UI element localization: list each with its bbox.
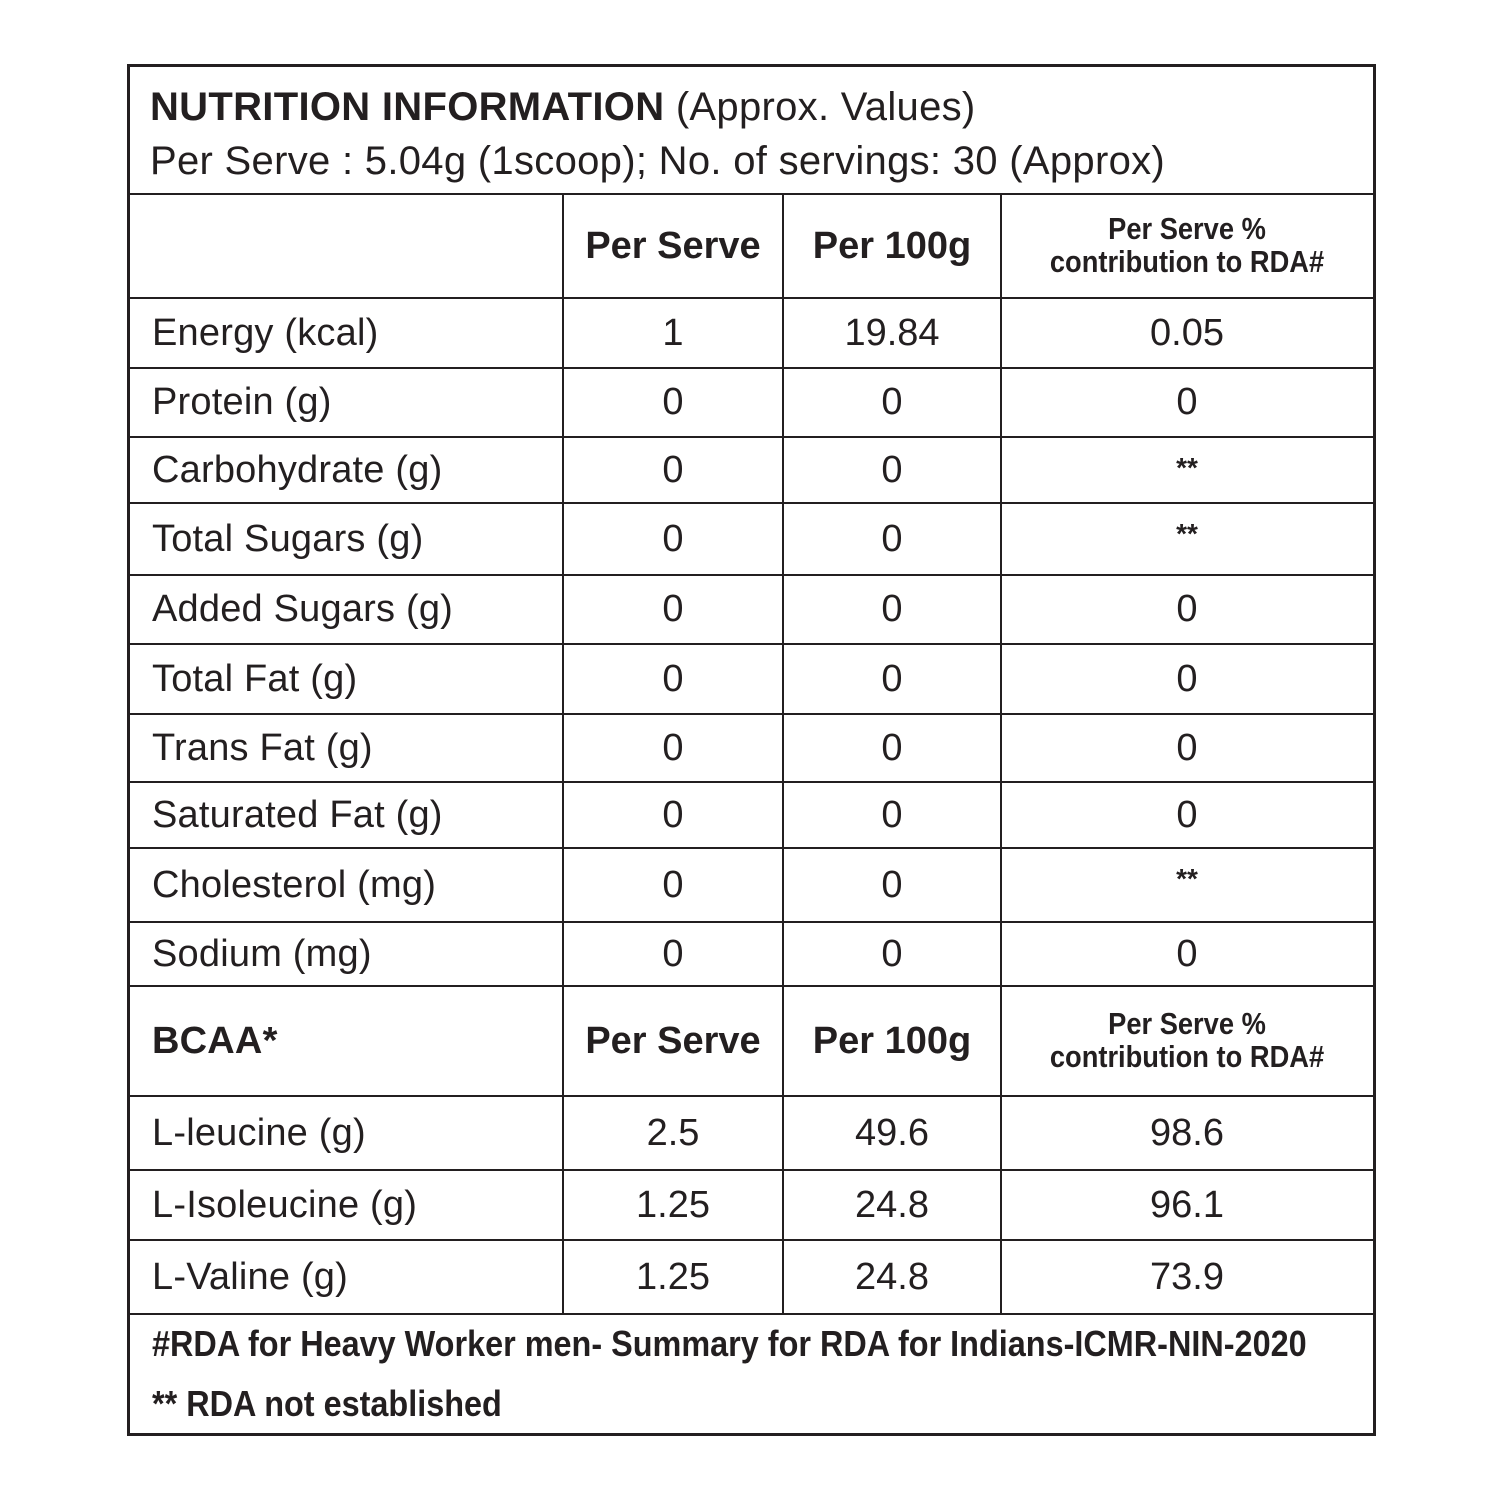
bcaa-per-serve: 1.25 (636, 1183, 710, 1226)
bcaa-name: L-Valine (g) (152, 1255, 348, 1298)
bcaa-name: L-Isoleucine (g) (152, 1183, 418, 1226)
nutrient-rda: 0 (1176, 932, 1198, 975)
nutrient-per-serve: 0 (662, 932, 684, 975)
nutrient-per-100g: 0 (881, 657, 903, 700)
serving-info: Per Serve : 5.04g (1scoop); No. of servings: 30 (Approx) (150, 139, 1166, 183)
nutrient-name: Total Sugars (g) (152, 517, 424, 560)
nutrient-rda: 0 (1176, 726, 1198, 769)
bcaa-heading: BCAA* (152, 1019, 278, 1062)
col-header-rda (1023, 195, 1350, 297)
bcaa-col-rda (1023, 987, 1350, 1095)
nutrient-per-100g: 0 (881, 517, 903, 560)
bcaa-per-100g: 49.6 (855, 1111, 929, 1154)
footnote-not-established: ** RDA not established (152, 1383, 502, 1424)
nutrient-per-100g: 0 (881, 381, 903, 423)
nutrient-per-serve: 0 (662, 517, 684, 560)
nutrient-per-serve: 0 (662, 588, 684, 630)
nutrient-name: Carbohydrate (g) (152, 448, 443, 491)
col-header-rda-line1: Per Serve % (1108, 211, 1266, 247)
nutrient-rda: ** (1176, 863, 1198, 894)
nutrient-rda: ** (1176, 518, 1198, 549)
nutrient-per-100g: 19.84 (844, 311, 940, 354)
bcaa-per-serve: 2.5 (646, 1111, 700, 1154)
bcaa-col-per-serve: Per Serve (585, 1019, 761, 1062)
nutrient-name: Energy (kcal) (152, 311, 379, 354)
nutrient-per-serve: 0 (662, 657, 684, 700)
col-header-rda-line2: contribution to RDA# (1049, 244, 1325, 279)
title-main: NUTRITION INFORMATION (150, 85, 665, 129)
nutrient-per-100g: 0 (881, 932, 903, 975)
nutrient-name: Trans Fat (g) (152, 726, 373, 769)
rule-above-footnotes (130, 1313, 1373, 1315)
nutrient-per-100g: 0 (881, 448, 903, 491)
nutrient-per-100g: 0 (881, 588, 903, 630)
col-header-per-serve: Per Serve (585, 224, 761, 267)
bcaa-col-per-100g: Per 100g (812, 1019, 972, 1062)
nutrient-per-serve: 0 (662, 793, 684, 836)
nutrient-per-100g: 0 (881, 793, 903, 836)
nutrient-per-serve: 1 (662, 311, 684, 354)
bcaa-per-serve: 1.25 (636, 1255, 710, 1298)
nutrient-name: Cholesterol (mg) (152, 863, 437, 906)
nutrition-label (127, 64, 1376, 1436)
nutrient-rda: 0 (1176, 793, 1198, 836)
col-header-per-100g: Per 100g (812, 224, 972, 267)
nutrient-rda: 0 (1176, 588, 1198, 630)
nutrient-per-100g: 0 (881, 726, 903, 769)
title-qualifier: (Approx. Values) (675, 85, 976, 129)
nutrient-name: Protein (g) (152, 381, 332, 423)
nutrient-per-serve: 0 (662, 863, 684, 906)
bcaa-rda: 96.1 (1150, 1183, 1224, 1226)
nutrient-name: Added Sugars (g) (152, 588, 454, 630)
nutrient-name: Total Fat (g) (152, 657, 358, 700)
nutrient-rda: 0.05 (1150, 311, 1224, 354)
nutrient-per-serve: 0 (662, 448, 684, 491)
bcaa-per-100g: 24.8 (855, 1255, 929, 1298)
nutrient-name: Sodium (mg) (152, 932, 372, 975)
bcaa-per-100g: 24.8 (855, 1183, 929, 1226)
nutrient-rda: 0 (1176, 381, 1198, 423)
bcaa-name: L-leucine (g) (152, 1111, 366, 1154)
bcaa-rda: 98.6 (1150, 1111, 1224, 1154)
footnote-rda-source: #RDA for Heavy Worker men- Summary for RDA for Indians-ICMR-NIN-2020 (152, 1323, 1307, 1364)
nutrient-per-100g: 0 (881, 863, 903, 906)
bcaa-rda: 73.9 (1150, 1255, 1224, 1298)
bcaa-col-rda-line2: contribution to RDA# (1049, 1039, 1325, 1074)
nutrient-rda: 0 (1176, 657, 1198, 700)
nutrient-per-serve: 0 (662, 726, 684, 769)
label-title (150, 87, 976, 127)
bcaa-col-rda-line1: Per Serve % (1108, 1006, 1266, 1042)
nutrient-name: Saturated Fat (g) (152, 793, 443, 836)
nutrient-rda: ** (1176, 452, 1198, 483)
nutrient-per-serve: 0 (662, 381, 684, 423)
